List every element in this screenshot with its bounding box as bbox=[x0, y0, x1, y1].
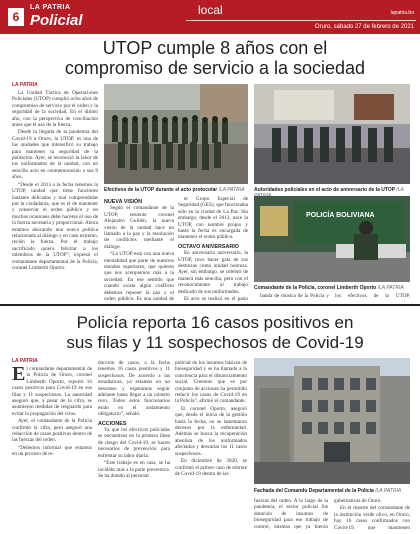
article2-col3 bbox=[175, 360, 247, 530]
photo1-caption: Efectivos de la UTOP durante el acto protocolar /LA PATRIA bbox=[104, 187, 245, 193]
commander-photo-banner: POLICÍA BOLIVIANA bbox=[306, 212, 375, 219]
article2-col3-p3: En diciembre de 2020, se confirmó el primer caso de rebrote de Covid-19 dentro de las bbox=[175, 458, 247, 477]
subhead-acciones: ACCIONES bbox=[98, 420, 127, 427]
article2-col3-p1: policial de los insumos básicos de bioseguridad y se ha llamado a la conciencia para el distanciamiento social. Creemos que es por conjunto de acciones ha permitido reducir los casos de Covid-19 en la Policía”, afirmó el comandante. bbox=[175, 360, 247, 405]
article1-col3-p1: el Grupo Especial de Seguridad (GES), que funcionaba sólo en la ciudad de La Paz. Sin embargo, desde el 2013, nace la UTOP, con nombre propio y hasta la fecha es encargada de mantener el orden público. bbox=[178, 196, 248, 241]
article2-col2 bbox=[98, 360, 170, 530]
article1-col1-p3: “Desde el 2013 a la fecha tenemos la UTOP, unidad que tiene funciones bastante delicadas y mal comprendidas por la ciudadanía, que es el de mantener y conservar el orden público y en muchas ocasiones debe hacerse el uso de la fuerza necesaria y proporcional. Ahora estamos abocando una nueva política relacionada al diálogo y en caso extremo, recién la fuerza. Por el trabajo sacrificado quiero felicitar a los miembros de la UTOP”, expresó el comandante departamental de la Policía, coronel Limberth Oporto. bbox=[12, 181, 98, 271]
article2-col1-p3: “Debemos informar que estamos en un proceso de re- bbox=[12, 444, 92, 458]
police-building-photo bbox=[254, 358, 410, 484]
article2-col3-p2: El coronel Oporto, aseguró que, desde el inicio de la gestión hasta la fecha, no se lamentaron decesos por la enfermedad. Además se busca la recuperación absoluta de los uniformados afectados y descartar los 11 casos sospechosos. bbox=[175, 405, 247, 457]
article1-col1 bbox=[12, 90, 98, 300]
article1-col4 bbox=[254, 293, 410, 303]
photo2-caption: Autoridades policiales en el acto de aniversario de la UTOP /LA bbox=[254, 187, 404, 193]
article1-col1-p2: Desde la llegada de la pandemia del Covid-19 a Oruro, la UTOP, es una de las unidades que intensificó su trabajo para mantener la seguridad de la población. Ayer, se reconoció la labor de los uniformados de la unidad, con un sencillo acto en conmemoración a sus 8 años. bbox=[12, 129, 98, 181]
utop-formation-photo bbox=[104, 84, 248, 184]
article1-headline-line1: UTOP cumple 8 años con el bbox=[102, 38, 328, 58]
dropcap: E bbox=[12, 366, 26, 385]
article1-byline: LA PATRIA bbox=[12, 82, 38, 88]
subhead-nueva-vision: NUEVA VISIÓN bbox=[104, 199, 143, 205]
article1-col3b-p1: En aniversario aniversario, la UTOP, tuvo hacer gala de sus destrezas como unidad honrosa. Ayer, sin embargo, se celebró de manera más sencilla, pero con el reconocimiento al trabajo dedicado de sus uniformados. bbox=[178, 250, 248, 295]
article1-col1-p1: La Unidad Táctica de Operaciones Policiales (UTOP) cumplió ocho años de compromiso de servicio por el orden y la seguridad de la sociedad. En el último año, con la perspectiva de conciliación antes que el uso de la fuerza. bbox=[12, 90, 98, 129]
article1-col4-p1: banda de música de la Policía y los efectivos de la UTOP, bbox=[260, 293, 410, 299]
commander-photo bbox=[254, 196, 410, 282]
article2-col1-p2: Ayer, el comandante de la Policía confirmó la cifra, pero aseguró una reducción de casos positivos dentro de las fuerzas del orden. bbox=[12, 418, 92, 444]
photo4-caption: Fachada del Comando Departamental de la Policía /LA PATRIA bbox=[254, 488, 402, 494]
brand-top: LA PATRIA bbox=[30, 4, 71, 11]
article2-headline-line2: sus filas y 11 sospechosos de Covid-19 bbox=[66, 333, 364, 352]
article2-col5 bbox=[334, 498, 410, 530]
issue-date: Oruro, sábado 27 de febrero de 2021 bbox=[314, 24, 414, 30]
section-label: local bbox=[198, 3, 223, 17]
article-divider bbox=[0, 304, 420, 306]
article1-col2-p1: Según el comandante de la UTOP, teniente coronel Alejandro Guillén, la nueva visión de la unidad hace un llamado a la paz y la resolución de conflictos mediante el diálogo. bbox=[104, 205, 174, 250]
article2-byline: LA PATRIA bbox=[12, 358, 38, 364]
authorities-photo bbox=[254, 84, 410, 184]
brand-main: Policial bbox=[30, 12, 83, 29]
article2-col1-p1: El comandante departamental de la Policía de Oruro, coronel Limberth Oporto, reportó 16 casos positivos para Covid-19 en sus filas y 11 sospechosos. La autoridad aseguró que, a pesar de la cifra, se asumieron medidas de resguardo para evitar la propagación del virus. bbox=[12, 366, 92, 417]
article2-col2b-p2: “Este trabajo es en casa, se ha incidido más a la parte preventiva. Se ha dotado al personal bbox=[98, 460, 170, 479]
article2-col2-p1: ducción de casos, a la fecha tenemos 16 casos positivos y 11 sospechosos. De acuerdo a las estadísticas, ya estamos en un descenso y esperamos seguir adelante hasta llegar a un número cero. Todos estos funcionarios están en el aislamiento obligatorio”, señaló. bbox=[98, 360, 170, 418]
article2-col5-p2: En el reporte del comandante de la institución verde olivo, en Oruro, hay 16 casos confirmados con Covid-19, que mantienen bbox=[334, 505, 410, 530]
article1-col3b-p2: El acto se realizó en el patio bbox=[184, 296, 248, 302]
subhead-octavo-aniversario: OCTAVO ANIVERSARIO bbox=[178, 243, 239, 250]
article2-headline-line1: Policía reporta 16 casos positivos en bbox=[76, 313, 354, 332]
photo3-caption: Comandante de la Policía, coronel Limberth Oporto /LA PATRIA bbox=[254, 285, 404, 291]
page-number: 6 bbox=[8, 8, 24, 26]
article1-headline bbox=[30, 38, 400, 78]
masthead-rule bbox=[186, 20, 416, 21]
masthead-band bbox=[0, 0, 420, 34]
article1-col2-p2: “La UTOP está con una nueva mentalidad que parte de nuestros mandos superiores, que quieren que nos acerquemos más a la sociedad. En ese sentido que cuando exista algún conflicto debemos reponer la paz y el orden público. Es una unidad de bbox=[104, 251, 174, 302]
article1-headline-line2: compromiso de servicio a la sociedad bbox=[64, 58, 366, 78]
article1-col2 bbox=[104, 196, 174, 302]
article2-col1 bbox=[12, 366, 92, 530]
article2-col4 bbox=[254, 498, 328, 530]
article1-col3 bbox=[178, 196, 248, 302]
brand-right: lapatria.bo bbox=[390, 10, 414, 16]
article2-headline bbox=[30, 313, 400, 353]
article2-col4-p1: fuerzas del orden. A lo largo de la pandemia, el sector policial fue dotación de insumos de bioseguridad para ese trabajo de control, mismos que ya fueron bbox=[254, 498, 328, 530]
article2-col5-p1: gubernativas de Oruro. bbox=[334, 498, 382, 504]
article2-col2b-p1: Ya que los efectivos policiales se encuentran en la primera línea de riesgo del Covid-19, se hacen necesarios de prevención para enfrentar su labor diaria. bbox=[98, 427, 170, 459]
